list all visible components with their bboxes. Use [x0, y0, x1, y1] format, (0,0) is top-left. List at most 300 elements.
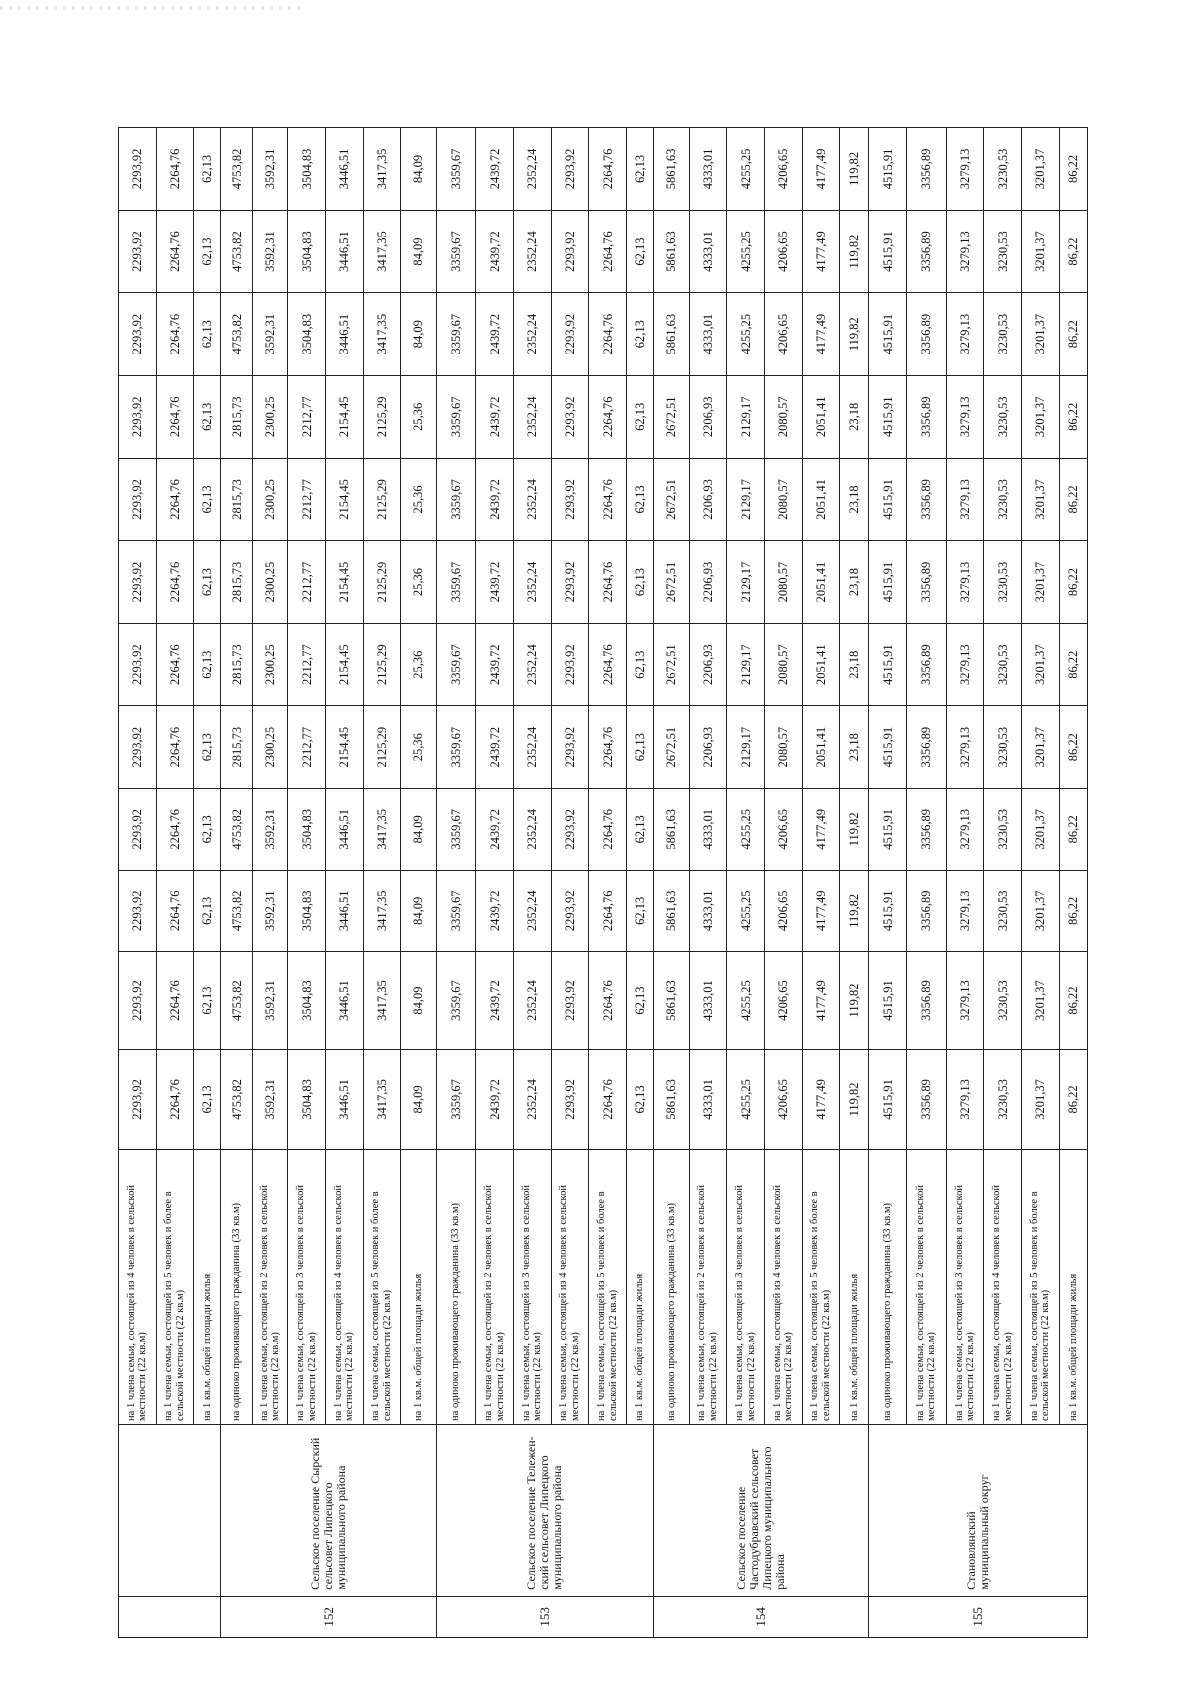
rate-value: 2080,57: [764, 458, 802, 541]
rate-value: 3359,67: [436, 458, 476, 541]
rate-value: 3201,37: [1021, 210, 1059, 293]
rate-value: 3356,89: [907, 952, 947, 1050]
rate-value: 2352,24: [514, 1049, 552, 1149]
rate-value: 2264,76: [589, 706, 627, 789]
rate-value: 2352,24: [514, 293, 552, 376]
rate-value: 5861,63: [654, 1049, 690, 1149]
rate-value: 2815,73: [221, 458, 252, 541]
rate-value: 3230,53: [984, 1049, 1022, 1149]
rate-value: 4515,91: [869, 458, 907, 541]
rate-value: 3446,51: [325, 789, 363, 871]
rate-value: 4255,25: [727, 870, 765, 952]
rate-value: 62,13: [194, 706, 221, 789]
rate-value: 3504,83: [288, 293, 326, 376]
rate-value: 4515,91: [869, 128, 907, 211]
rate-value: 4206,65: [764, 789, 802, 871]
rate-value: 3279,13: [946, 870, 984, 952]
rate-value: 62,13: [626, 458, 653, 541]
rate-value: 3504,83: [288, 952, 326, 1050]
rate-value: 3592,31: [252, 210, 288, 293]
table-row: [194, 128, 221, 1638]
rate-value: 2439,72: [476, 293, 514, 376]
rotated-page: [118, 127, 1088, 1638]
rate-value: 4753,82: [221, 952, 252, 1050]
rate-value: 4753,82: [221, 789, 252, 871]
rate-description: на 1 члена семьи, состоящей из 5 человек и более в сельской местности (22 кв.м): [802, 1149, 840, 1424]
rate-value: 25,36: [401, 375, 437, 458]
rate-value: 2129,17: [727, 623, 765, 706]
rate-value: 4515,91: [869, 623, 907, 706]
rate-value: 3359,67: [436, 541, 476, 624]
rate-value: 86,22: [1059, 128, 1087, 211]
rate-value: 2264,76: [156, 458, 194, 541]
rate-description: на 1 члена семьи, состоящей из 2 человек в сельской местности (22 кв.м): [476, 1149, 514, 1424]
rate-value: 4515,91: [869, 1049, 907, 1149]
rate-value: 4515,91: [869, 375, 907, 458]
rate-value: 4206,65: [764, 952, 802, 1050]
rate-value: 4515,91: [869, 789, 907, 871]
rate-description: на 1 члена семьи, состоящей из 5 человек и более в сельской местности (22 кв.м): [363, 1149, 401, 1424]
table-row: [325, 128, 363, 1638]
rate-value: 2154,45: [325, 541, 363, 624]
rate-value: 4333,01: [689, 128, 727, 211]
rate-value: 2154,45: [325, 623, 363, 706]
rate-value: 2206,93: [689, 458, 727, 541]
group-number: 153: [436, 1596, 653, 1637]
municipality-name: [119, 1424, 221, 1596]
rate-value: 3230,53: [984, 952, 1022, 1050]
rate-value: 62,13: [194, 293, 221, 376]
rate-value: 3504,83: [288, 210, 326, 293]
rate-value: 2293,92: [551, 789, 589, 871]
group-number: 155: [869, 1596, 1088, 1637]
rate-value: 2051,41: [802, 706, 840, 789]
rate-description: на 1 кв.м. общей площади жилья: [840, 1149, 869, 1424]
rate-value: 119,82: [840, 128, 869, 211]
rate-value: 2352,24: [514, 789, 552, 871]
rate-value: 2264,76: [589, 789, 627, 871]
table-row: [626, 128, 653, 1638]
rate-value: 2293,92: [551, 870, 589, 952]
rate-value: 4206,65: [764, 293, 802, 376]
rate-description: на 1 члена семьи, состоящей из 5 человек и более в сельской местности (22 кв.м): [1021, 1149, 1059, 1424]
rate-value: 2264,76: [589, 1049, 627, 1149]
table-row: [476, 128, 514, 1638]
rate-value: 2206,93: [689, 375, 727, 458]
rate-description: на 1 члена семьи, состоящей из 5 человек и более в сельской местности (22 кв.м): [589, 1149, 627, 1424]
rate-value: 4255,25: [727, 293, 765, 376]
rate-description: на одиноко проживающего гражданина (33 кв.м): [654, 1149, 690, 1424]
table-row: [288, 128, 326, 1638]
rate-value: 2264,76: [156, 952, 194, 1050]
table-row: [156, 128, 194, 1638]
rate-value: 3446,51: [325, 293, 363, 376]
rate-value: 3230,53: [984, 458, 1022, 541]
table-row: [654, 128, 690, 1638]
rate-value: 62,13: [194, 128, 221, 211]
rate-value: 2300,25: [252, 623, 288, 706]
rate-value: 2264,76: [589, 458, 627, 541]
rate-value: 2154,45: [325, 706, 363, 789]
rate-description: на 1 кв.м. общей площади жилья: [1059, 1149, 1087, 1424]
rate-value: 3201,37: [1021, 458, 1059, 541]
rate-value: 5861,63: [654, 128, 690, 211]
tariff-table: [118, 127, 1088, 1638]
rate-value: 3356,89: [907, 458, 947, 541]
rate-value: 3417,35: [363, 1049, 401, 1149]
rate-value: 2293,92: [119, 375, 157, 458]
rate-value: 3592,31: [252, 1049, 288, 1149]
rate-value: 2293,92: [551, 952, 589, 1050]
rate-value: 2352,24: [514, 952, 552, 1050]
table-row: [984, 128, 1022, 1638]
rate-description: на 1 кв.м. общей площади жилья: [194, 1149, 221, 1424]
rate-value: 23,18: [840, 623, 869, 706]
rate-value: 23,18: [840, 458, 869, 541]
rate-value: 2125,29: [363, 541, 401, 624]
rate-value: 2672,51: [654, 541, 690, 624]
rate-value: 2264,76: [156, 293, 194, 376]
rate-value: 2293,92: [551, 210, 589, 293]
table-row: [840, 128, 869, 1638]
rate-value: 2672,51: [654, 706, 690, 789]
group-number: [119, 1596, 221, 1637]
rate-description: на 1 члена семьи, состоящей из 2 человек в сельской местности (22 кв.м): [907, 1149, 947, 1424]
rate-value: 5861,63: [654, 870, 690, 952]
rate-value: 3230,53: [984, 210, 1022, 293]
rate-value: 4177,49: [802, 870, 840, 952]
rate-value: 2439,72: [476, 458, 514, 541]
rate-description: на одиноко проживающего гражданина (33 кв.м): [869, 1149, 907, 1424]
rate-value: 2293,92: [119, 789, 157, 871]
rate-value: 3359,67: [436, 706, 476, 789]
rate-value: 3279,13: [946, 706, 984, 789]
rate-value: 62,13: [194, 952, 221, 1050]
rate-value: 2815,73: [221, 541, 252, 624]
rate-value: 5861,63: [654, 952, 690, 1050]
rate-value: 62,13: [626, 210, 653, 293]
rate-value: 3417,35: [363, 870, 401, 952]
rate-value: 3279,13: [946, 541, 984, 624]
rate-value: 2293,92: [551, 293, 589, 376]
rate-description: на 1 кв.м. общей площади жилья: [626, 1149, 653, 1424]
rate-value: 62,13: [626, 623, 653, 706]
rate-value: 2080,57: [764, 375, 802, 458]
rate-value: 3592,31: [252, 952, 288, 1050]
rate-value: 3201,37: [1021, 541, 1059, 624]
rate-value: 3201,37: [1021, 128, 1059, 211]
rate-value: 2815,73: [221, 706, 252, 789]
rate-value: 3417,35: [363, 293, 401, 376]
rate-value: 62,13: [626, 789, 653, 871]
rate-value: 3446,51: [325, 128, 363, 211]
rate-value: 2212,77: [288, 375, 326, 458]
rate-value: 3230,53: [984, 293, 1022, 376]
rate-value: 3446,51: [325, 952, 363, 1050]
rate-value: 3359,67: [436, 293, 476, 376]
rate-value: 2051,41: [802, 623, 840, 706]
rate-value: 3279,13: [946, 789, 984, 871]
rate-value: 3201,37: [1021, 1049, 1059, 1149]
rate-value: 2293,92: [119, 870, 157, 952]
rate-value: 3201,37: [1021, 870, 1059, 952]
rate-value: 2439,72: [476, 1049, 514, 1149]
rate-value: 86,22: [1059, 375, 1087, 458]
rate-value: 3201,37: [1021, 789, 1059, 871]
rate-value: 3592,31: [252, 128, 288, 211]
rate-value: 62,13: [194, 623, 221, 706]
rate-value: 62,13: [194, 870, 221, 952]
rate-value: 86,22: [1059, 952, 1087, 1050]
table-row: [727, 128, 765, 1638]
rate-value: 119,82: [840, 952, 869, 1050]
rate-value: 2264,76: [589, 375, 627, 458]
group-number: 152: [221, 1596, 436, 1637]
rate-value: 2293,92: [551, 1049, 589, 1149]
rate-description: на 1 члена семьи, состоящей из 2 человек в сельской местности (22 кв.м): [689, 1149, 727, 1424]
rate-value: 3356,89: [907, 706, 947, 789]
table-row: [589, 128, 627, 1638]
rate-description: на 1 члена семьи, состоящей из 4 человек в сельской местности (22 кв.м): [764, 1149, 802, 1424]
group-number: 154: [654, 1596, 869, 1637]
rate-value: 3359,67: [436, 623, 476, 706]
rate-value: 4255,25: [727, 1049, 765, 1149]
rate-description: на одиноко проживающего гражданина (33 кв.м): [436, 1149, 476, 1424]
table-row: [436, 128, 476, 1638]
rate-value: 3356,89: [907, 128, 947, 211]
rate-value: 62,13: [194, 541, 221, 624]
rate-value: 3201,37: [1021, 623, 1059, 706]
rate-value: 3230,53: [984, 541, 1022, 624]
table-row: [1059, 128, 1087, 1638]
municipality-name: Сельское поселение Частодубравский сельсовет Липецкого муниципального района: [654, 1424, 869, 1596]
rate-value: 5861,63: [654, 210, 690, 293]
rate-value: 4753,82: [221, 293, 252, 376]
table-row: [401, 128, 437, 1638]
rate-value: 2129,17: [727, 375, 765, 458]
table-row: [252, 128, 288, 1638]
rate-value: 4333,01: [689, 210, 727, 293]
rate-value: 4515,91: [869, 210, 907, 293]
rate-value: 3417,35: [363, 128, 401, 211]
rate-value: 2051,41: [802, 541, 840, 624]
rate-value: 3446,51: [325, 1049, 363, 1149]
rate-value: 3504,83: [288, 128, 326, 211]
rate-value: 4753,82: [221, 128, 252, 211]
rate-value: 3356,89: [907, 1049, 947, 1149]
table-row: [363, 128, 401, 1638]
rate-value: 3359,67: [436, 1049, 476, 1149]
rate-value: 119,82: [840, 1049, 869, 1149]
rate-value: 84,09: [401, 789, 437, 871]
rate-value: 2439,72: [476, 870, 514, 952]
rate-value: 3279,13: [946, 1049, 984, 1149]
table-row: [689, 128, 727, 1638]
rate-value: 3359,67: [436, 870, 476, 952]
rate-value: 3417,35: [363, 210, 401, 293]
rate-value: 25,36: [401, 706, 437, 789]
rate-description: на 1 члена семьи, состоящей из 3 человек в сельской местности (22 кв.м): [727, 1149, 765, 1424]
rate-value: 2206,93: [689, 706, 727, 789]
rate-value: 2815,73: [221, 623, 252, 706]
table-row: [907, 128, 947, 1638]
rate-value: 2293,92: [551, 706, 589, 789]
rate-value: 2264,76: [156, 128, 194, 211]
rate-value: 3504,83: [288, 789, 326, 871]
rate-value: 4515,91: [869, 541, 907, 624]
rate-value: 4753,82: [221, 870, 252, 952]
rate-value: 62,13: [626, 706, 653, 789]
rate-value: 2154,45: [325, 458, 363, 541]
table-row: [514, 128, 552, 1638]
rate-value: 4333,01: [689, 870, 727, 952]
rate-description: на 1 члена семьи, состоящей из 5 человек и более в сельской местности (22 кв.м): [156, 1149, 194, 1424]
rate-value: 2206,93: [689, 541, 727, 624]
rate-value: 2264,76: [589, 623, 627, 706]
rate-value: 3417,35: [363, 952, 401, 1050]
rate-value: 62,13: [194, 789, 221, 871]
rate-value: 2264,76: [589, 870, 627, 952]
rate-value: 2293,92: [551, 541, 589, 624]
rate-value: 3201,37: [1021, 952, 1059, 1050]
rate-value: 2264,76: [156, 789, 194, 871]
rate-value: 2293,92: [119, 952, 157, 1050]
rate-value: 2125,29: [363, 706, 401, 789]
rate-value: 62,13: [194, 375, 221, 458]
rate-value: 2264,76: [589, 128, 627, 211]
rate-value: 2352,24: [514, 706, 552, 789]
rate-value: 62,13: [194, 458, 221, 541]
rate-value: 3359,67: [436, 210, 476, 293]
municipality-name: Становлянский муниципальный округ: [869, 1424, 1088, 1596]
rate-value: 84,09: [401, 293, 437, 376]
rate-value: 2300,25: [252, 706, 288, 789]
rate-value: 5861,63: [654, 789, 690, 871]
rate-value: 2125,29: [363, 375, 401, 458]
table-row: [119, 128, 157, 1638]
rate-value: 2206,93: [689, 623, 727, 706]
rate-description: на 1 члена семьи, состоящей из 2 человек в сельской местности (22 кв.м): [252, 1149, 288, 1424]
rate-value: 4177,49: [802, 210, 840, 293]
rate-value: 86,22: [1059, 706, 1087, 789]
rate-value: 4255,25: [727, 128, 765, 211]
rate-value: 2300,25: [252, 458, 288, 541]
rate-value: 62,13: [626, 952, 653, 1050]
rate-value: 3279,13: [946, 293, 984, 376]
rate-value: 4333,01: [689, 293, 727, 376]
table-row: [764, 128, 802, 1638]
rate-value: 2439,72: [476, 706, 514, 789]
rate-value: 86,22: [1059, 623, 1087, 706]
rate-value: 4255,25: [727, 952, 765, 1050]
rate-value: 2439,72: [476, 623, 514, 706]
rate-value: 3356,89: [907, 375, 947, 458]
rate-value: 2439,72: [476, 952, 514, 1050]
rate-value: 2051,41: [802, 375, 840, 458]
rate-value: 2439,72: [476, 128, 514, 211]
table-row: [946, 128, 984, 1638]
rate-value: 84,09: [401, 870, 437, 952]
rate-description: на 1 кв.м. общей площади жилья: [401, 1149, 437, 1424]
rate-value: 86,22: [1059, 789, 1087, 871]
rate-value: 2212,77: [288, 706, 326, 789]
rate-value: 2352,24: [514, 210, 552, 293]
rate-value: 3417,35: [363, 789, 401, 871]
rate-value: 2815,73: [221, 375, 252, 458]
rate-value: 2439,72: [476, 789, 514, 871]
rate-value: 3230,53: [984, 870, 1022, 952]
rate-description: на одиноко проживающего гражданина (33 кв.м): [221, 1149, 252, 1424]
rate-value: 2264,76: [156, 706, 194, 789]
rate-value: 2300,25: [252, 375, 288, 458]
rate-value: 3359,67: [436, 789, 476, 871]
rate-value: 62,13: [194, 1049, 221, 1149]
rate-value: 23,18: [840, 541, 869, 624]
rate-value: 4177,49: [802, 952, 840, 1050]
rate-value: 4255,25: [727, 210, 765, 293]
rate-value: 3230,53: [984, 789, 1022, 871]
rate-value: 2352,24: [514, 870, 552, 952]
rate-value: 2264,76: [156, 210, 194, 293]
rate-value: 2264,76: [589, 541, 627, 624]
rate-value: 3230,53: [984, 706, 1022, 789]
rate-value: 2212,77: [288, 458, 326, 541]
rate-value: 2264,76: [589, 952, 627, 1050]
rate-value: 2293,92: [119, 210, 157, 293]
rate-value: 3279,13: [946, 210, 984, 293]
rate-value: 4515,91: [869, 870, 907, 952]
rate-value: 119,82: [840, 789, 869, 871]
rate-value: 84,09: [401, 128, 437, 211]
rate-value: 2300,25: [252, 541, 288, 624]
rate-value: 4753,82: [221, 1049, 252, 1149]
rate-value: 4333,01: [689, 1049, 727, 1149]
rate-value: 2352,24: [514, 458, 552, 541]
rate-value: 86,22: [1059, 293, 1087, 376]
rate-value: 2352,24: [514, 128, 552, 211]
rate-value: 2264,76: [156, 623, 194, 706]
rate-value: 4177,49: [802, 128, 840, 211]
rate-value: 2293,92: [119, 706, 157, 789]
rate-value: 3230,53: [984, 375, 1022, 458]
rate-value: 23,18: [840, 706, 869, 789]
rate-value: 3201,37: [1021, 293, 1059, 376]
rate-value: 4333,01: [689, 789, 727, 871]
rate-value: 3359,67: [436, 952, 476, 1050]
rate-value: 2352,24: [514, 375, 552, 458]
rate-value: 4206,65: [764, 128, 802, 211]
rate-value: 2672,51: [654, 623, 690, 706]
rate-value: 25,36: [401, 541, 437, 624]
rate-value: 2264,76: [156, 870, 194, 952]
rate-value: 86,22: [1059, 541, 1087, 624]
rate-description: на 1 члена семьи, состоящей из 4 человек в сельской местности (22 кв.м): [984, 1149, 1022, 1424]
rate-value: 119,82: [840, 210, 869, 293]
rate-value: 86,22: [1059, 870, 1087, 952]
rate-value: 4177,49: [802, 1049, 840, 1149]
rate-value: 25,36: [401, 623, 437, 706]
rate-value: 2439,72: [476, 375, 514, 458]
rate-value: 119,82: [840, 293, 869, 376]
rate-value: 3279,13: [946, 623, 984, 706]
rate-value: 2080,57: [764, 541, 802, 624]
rate-value: 4333,01: [689, 952, 727, 1050]
rate-value: 84,09: [401, 1049, 437, 1149]
rate-value: 2125,29: [363, 623, 401, 706]
rate-value: 2080,57: [764, 623, 802, 706]
rate-value: 3356,89: [907, 870, 947, 952]
rate-value: 2672,51: [654, 375, 690, 458]
